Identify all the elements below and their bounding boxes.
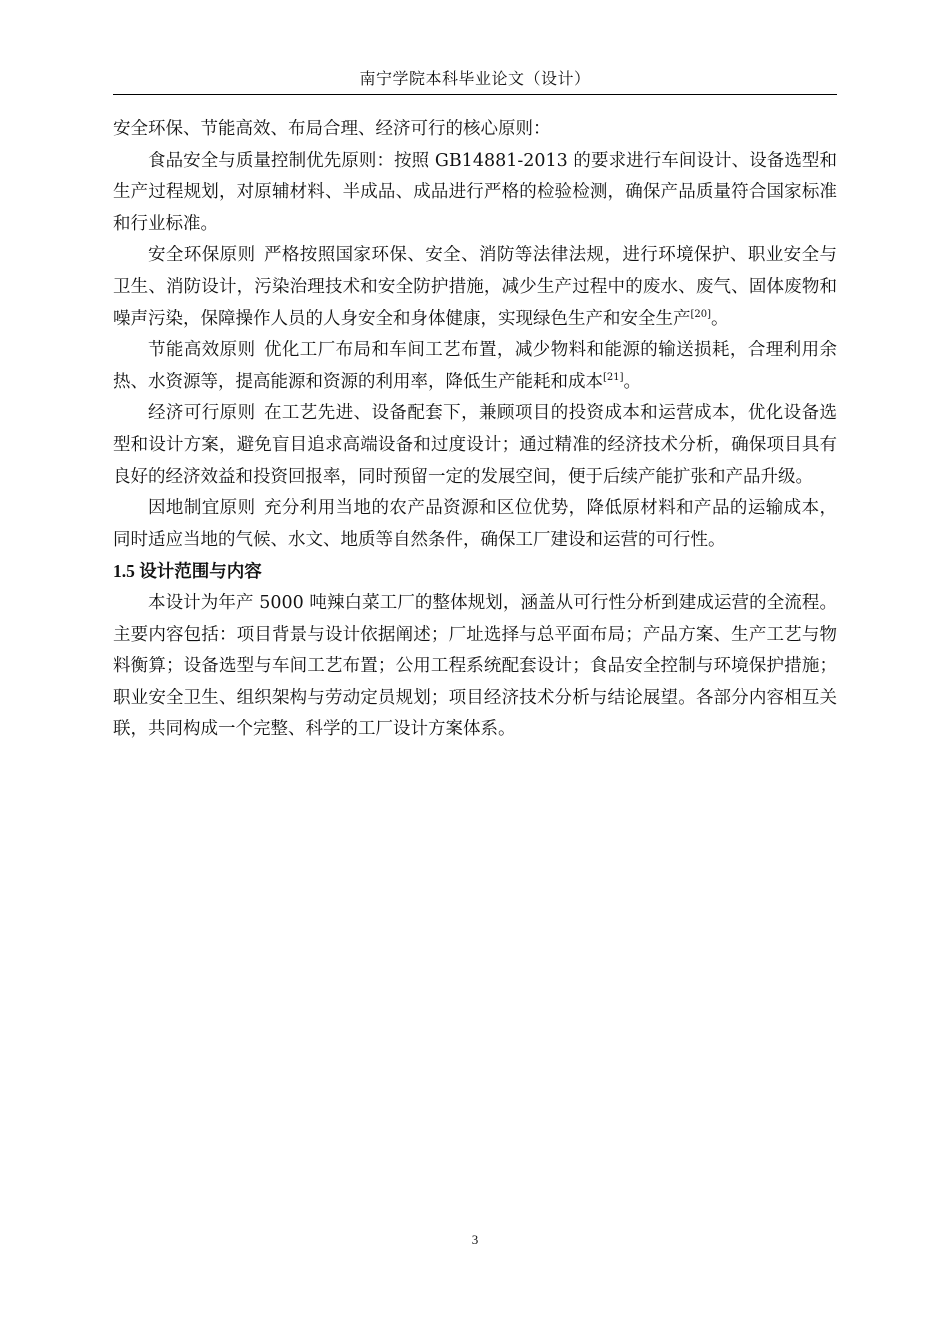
- paragraph-design-scope: [113, 588, 837, 746]
- paragraph-text: 安全环保、节能高效、布局合理、经济可行的核心原则：: [113, 119, 551, 139]
- paragraph-economic-principle: [113, 398, 837, 493]
- principle-lead: 因地制宜原则: [148, 498, 256, 519]
- citation-21: [21]: [603, 371, 624, 383]
- paragraph-text: 严格按照国家环保、安全、消防等法律法规，进行环境保护、职业安全与卫生、消防设计，污染治理技术和安全防护措施，减少生产过程中的废水、废气、固体废物和噪声污染，保障操作人员的人身安全和身体健康，实现绿色生产和安全生产: [113, 245, 838, 329]
- page-number: 3: [471, 1232, 479, 1247]
- paragraph-end-punct: 。: [711, 308, 729, 329]
- paragraph-text: 优化工厂布局和车间工艺布置，减少物料和能源的输送损耗，合理利用余热、水资源等，提高能源和资源的利用率，降低生产能耗和成本: [113, 340, 838, 392]
- principle-lead: 经济可行原则: [148, 403, 256, 424]
- header-title: 南宁学院本科毕业论文（设计）: [359, 69, 591, 88]
- paragraph-text: 本设计为年产 5000 吨辣白菜工厂的整体规划，涵盖从可行性分析到建成运营的全流程。主要内容包括：项目背景与设计依据阐述；厂址选择与总平面布局；产品方案、生产工艺与物料衡算；设备选型与车间工艺布置；公用工程系统配套设计；食品安全控制与环境保护措施；职业安全卫生、组织架构与劳动定员规划；项目经济技术分析与结论展望。各部分内容相互关联，共同构成一个完整、科学的工厂设计方案体系。: [113, 592, 837, 740]
- section-heading: 1.5 设计范围与内容: [113, 561, 262, 582]
- paragraph-text: 在工艺先进、设备配套下，兼顾项目的投资成本和运营成本，优化设备选型和设计方案，避免盲目追求高端设备和过度设计；通过精准的经济技术分析，确保项目具有良好的经济效益和投资回报率，同时预留一定的发展空间，便于后续产能扩张和产品升级。: [113, 403, 838, 487]
- page-header: [113, 68, 837, 95]
- paragraph-safety-environment-principle: [113, 240, 837, 335]
- document-body: [113, 114, 837, 746]
- paragraph-end-punct: 。: [623, 371, 642, 392]
- paragraph-food-safety-principle: [113, 146, 837, 241]
- paragraph-text: 食品安全与质量控制优先原则：按照 GB14881-2013 的要求进行车间设计、设备选型和生产过程规划，对原辅材料、半成品、成品进行严格的检验检测，确保产品质量符合国家标准和行业标准。: [113, 150, 837, 234]
- principle-lead: 安全环保原则: [148, 245, 256, 266]
- paragraph-text: 充分利用当地的农产品资源和区位优势，降低原材料和产品的运输成本，同时适应当地的气候、水文、地质等自然条件，确保工厂建设和运营的可行性。: [113, 498, 838, 550]
- paragraph-energy-efficiency-principle: [113, 335, 837, 398]
- paragraph-principles-intro: [113, 114, 837, 146]
- principle-lead: 节能高效原则: [148, 340, 256, 361]
- citation-20: [20]: [690, 308, 712, 320]
- paragraph-local-conditions-principle: [113, 493, 837, 556]
